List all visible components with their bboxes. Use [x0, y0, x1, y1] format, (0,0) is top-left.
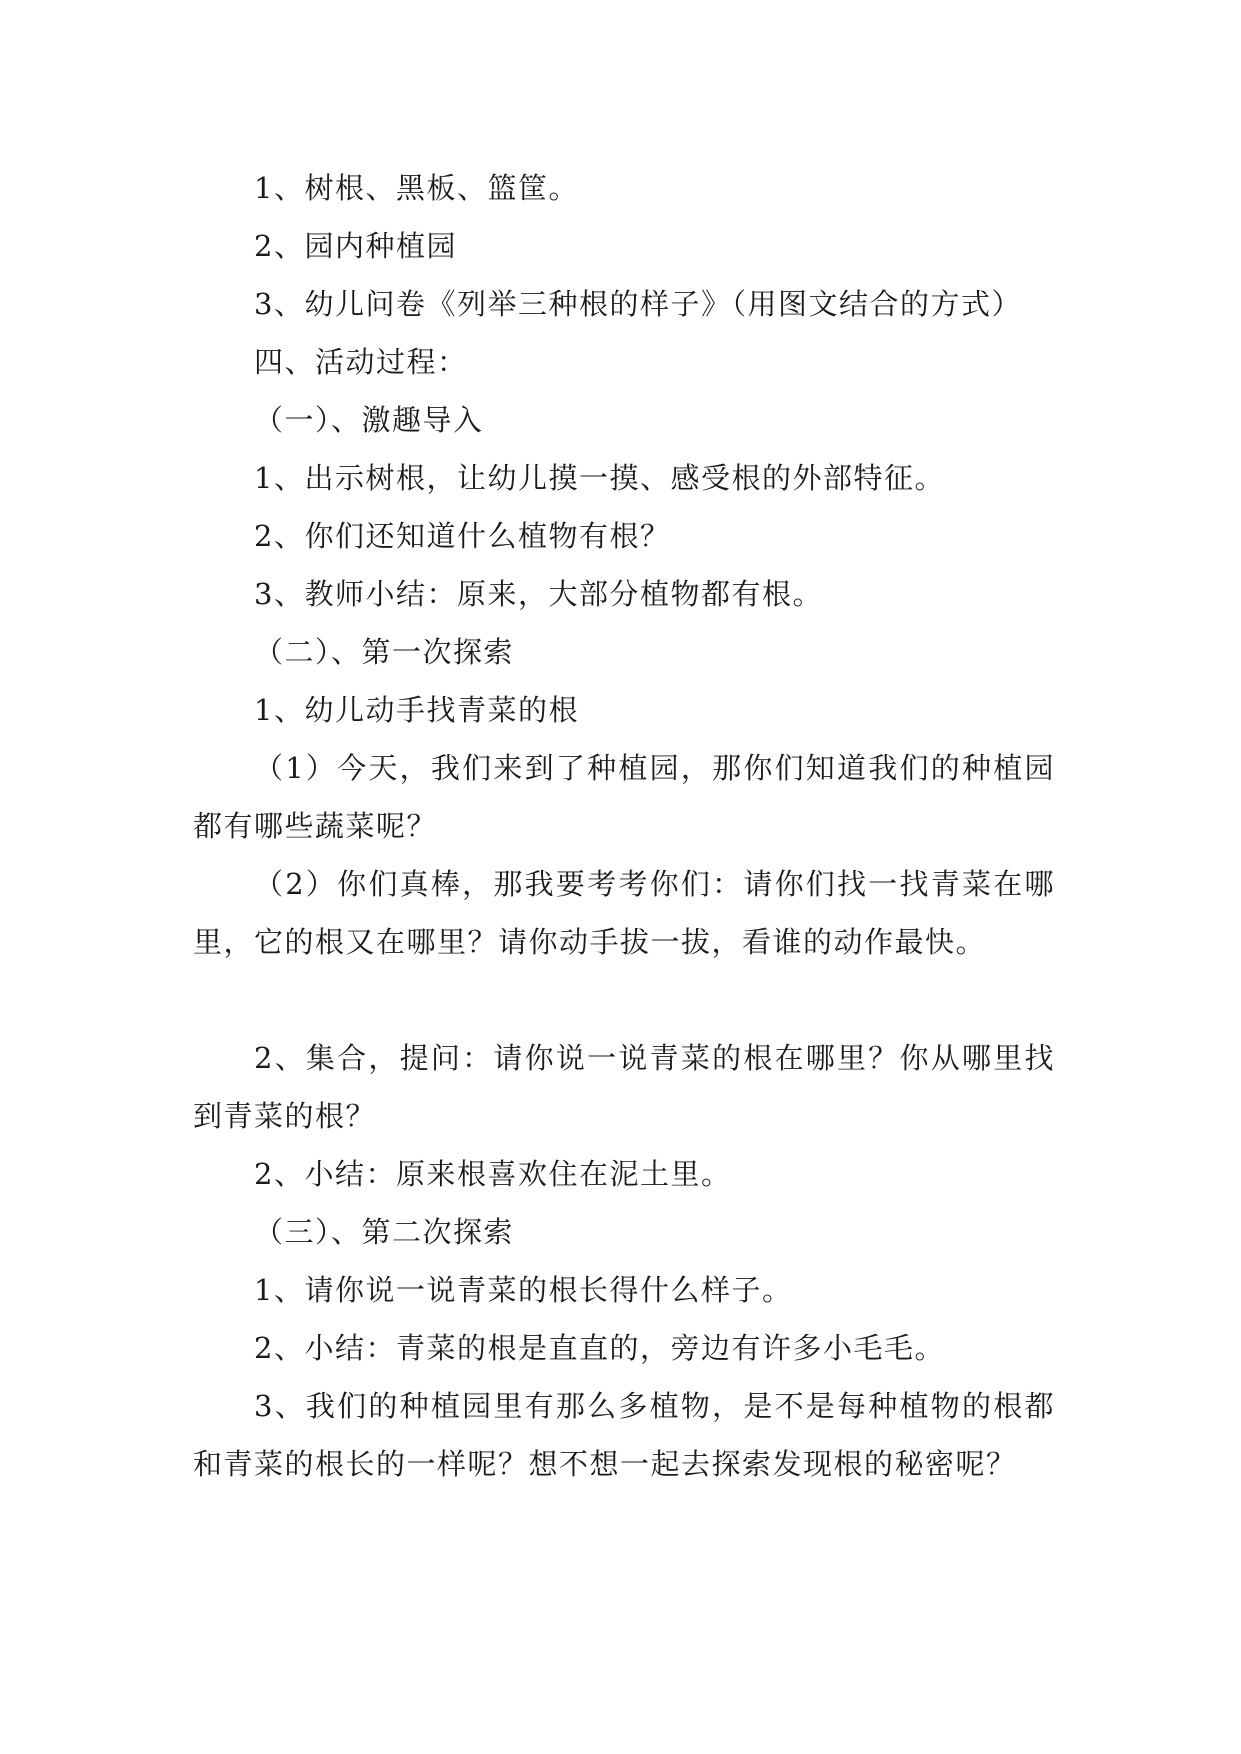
list-item-first-summary: 2、小结：原来根喜欢住在泥土里。	[254, 1157, 732, 1191]
list-item-materials-3: 3、幼儿问卷《列举三种根的样子》（用图文结合的方式）	[254, 287, 1022, 321]
subsection-heading-intro: （一）、激趣导入	[254, 403, 484, 437]
paragraph-first-explore-step-1: （1）今天，我们来到了种植园，那你们知道我们的种植园都有哪些蔬菜呢？	[193, 751, 1055, 843]
section-heading-activity-process: 四、活动过程：	[254, 345, 468, 379]
list-item-materials-1: 1、树根、黑板、篮筐。	[254, 171, 579, 205]
list-item-intro-3: 3、教师小结：原来，大部分植物都有根。	[254, 577, 823, 611]
subsection-heading-first-explore: （二）、第一次探索	[254, 635, 515, 669]
subsection-heading-second-explore: （三）、第二次探索	[254, 1215, 515, 1249]
list-item-materials-2: 2、园内种植园	[254, 229, 457, 263]
paragraph-first-explore-step-2: （2）你们真棒，那我要考考你们：请你们找一找青菜在哪里，它的根又在哪里？请你动手拔一拔，看谁的动作最快。	[193, 867, 1055, 959]
paragraph-second-explore-question: 3、我们的种植园里有那么多植物，是不是每种植物的根都和青菜的根长的一样呢？想不想一起去探索发现根的秘密呢？	[193, 1389, 1055, 1481]
list-item-first-explore-1: 1、幼儿动手找青菜的根	[254, 693, 579, 727]
list-item-second-summary: 2、小结：青菜的根是直直的，旁边有许多小毛毛。	[254, 1331, 945, 1365]
paragraph-gather-question: 2、集合，提问：请你说一说青菜的根在哪里？你从哪里找到青菜的根？	[193, 1041, 1055, 1133]
list-item-second-explore-1: 1、请你说一说青菜的根长得什么样子。	[254, 1273, 793, 1307]
list-item-intro-1: 1、出示树根，让幼儿摸一摸、感受根的外部特征。	[254, 461, 945, 495]
list-item-intro-2: 2、你们还知道什么植物有根？	[254, 519, 671, 553]
